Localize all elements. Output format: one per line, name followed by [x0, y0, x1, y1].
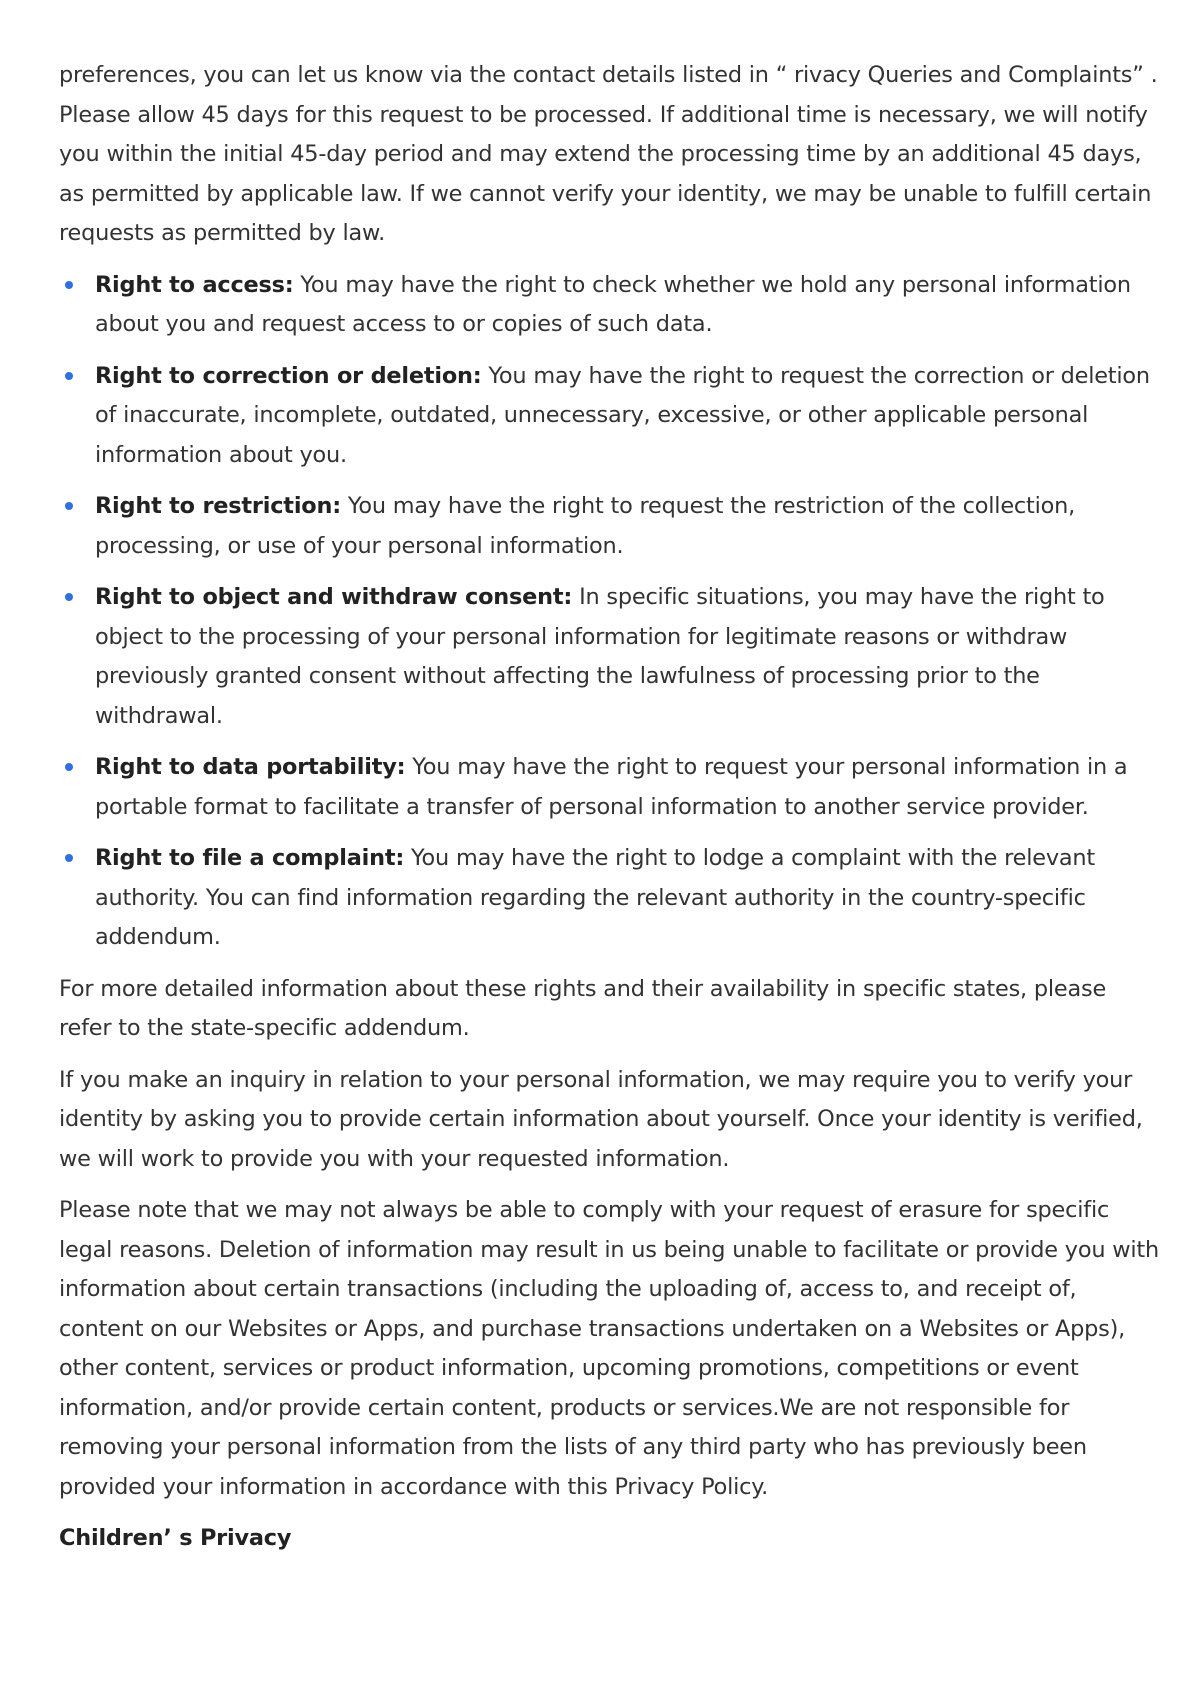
bullet-dot-icon: [65, 281, 73, 289]
right-term: Right to correction or deletion:: [95, 362, 482, 389]
right-description: You may have the right to lodge a complaint with the relevant authority. You can find information regarding the relevant authority in the country-specific addendum.: [95, 845, 1095, 950]
list-item-right-to-complaint: [59, 839, 1159, 958]
childrens-privacy-heading: Children’ s Privacy: [59, 1525, 292, 1551]
right-description: You may have the right to request your personal information in a portable format to facilitate a transfer of personal information to another service provider.: [95, 754, 1128, 820]
bullet-dot-icon: [65, 502, 73, 510]
right-description: In specific situations, you may have the right to object to the processing of your personal information for legitimate reasons or withdraw previously granted consent without affecting the lawfulness of processing prior to the withdrawal.: [95, 584, 1105, 729]
list-item-right-to-correction: [59, 357, 1159, 476]
bullet-dot-icon: [65, 763, 73, 771]
bullet-dot-icon: [65, 372, 73, 380]
list-item-right-to-access: [59, 266, 1159, 345]
list-item-right-to-object: [59, 578, 1159, 736]
rights-list: [59, 266, 1159, 958]
right-description: You may have the right to request the restriction of the collection, processing, or use of your personal information.: [95, 493, 1076, 559]
right-term: Right to object and withdraw consent:: [95, 584, 573, 610]
erasure-note-paragraph: Please note that we may not always be able to comply with your request of erasure for specific legal reasons. Deletion of information may result in us being unable to facilitate or provide you with information about certain transactions (including the uploading of, access to, and receipt of, content on our Websites or Apps, and purchase transactions undertaken on a Websites or Apps), other content, services or product information, upcoming promotions, competitions or event information, and/or provide certain content, products or services.We are not responsible for removing your personal information from the lists of any third party who has previously been provided your information in accordance with this Privacy Policy.: [59, 1197, 1159, 1500]
list-item-right-to-portability: [59, 748, 1159, 827]
identity-verification-paragraph: If you make an inquiry in relation to your personal information, we may require you to verify your identity by asking you to provide certain information about yourself. Once your identity is verified, we will work to provide you with your requested information.: [59, 1066, 1143, 1172]
right-term: Right to file a complaint:: [95, 845, 405, 871]
right-term: Right to access:: [95, 271, 294, 298]
right-description: You may have the right to check whether we hold any personal information about you and request access to or copies of such data.: [95, 271, 1131, 337]
right-term: Right to restriction:: [95, 493, 341, 519]
right-description: You may have the right to request the correction or deletion of inaccurate, incomplete, outdated, unnecessary, excessive, or other applicable personal information about you.: [95, 362, 1150, 468]
state-addendum-paragraph: For more detailed information about these rights and their availability in specific states, please refer to the state-specific addendum.: [59, 975, 1107, 1041]
policy-document: [59, 56, 1159, 1559]
right-term: Right to data portability:: [95, 754, 406, 780]
intro-paragraph: preferences, you can let us know via the contact details listed in “ rivacy Queries and Complaints” . Please allow 45 days for this request to be processed. If additional time is necessary, we will notify you within the initial 45-day period and may extend the processing time by an additional 45 days, as permitted by applicable law. If we cannot verify your identity, we may be unable to fulfill certain requests as permitted by law.: [59, 62, 1158, 246]
list-item-right-to-restriction: [59, 487, 1159, 566]
bullet-dot-icon: [65, 593, 73, 601]
bullet-dot-icon: [65, 854, 73, 862]
